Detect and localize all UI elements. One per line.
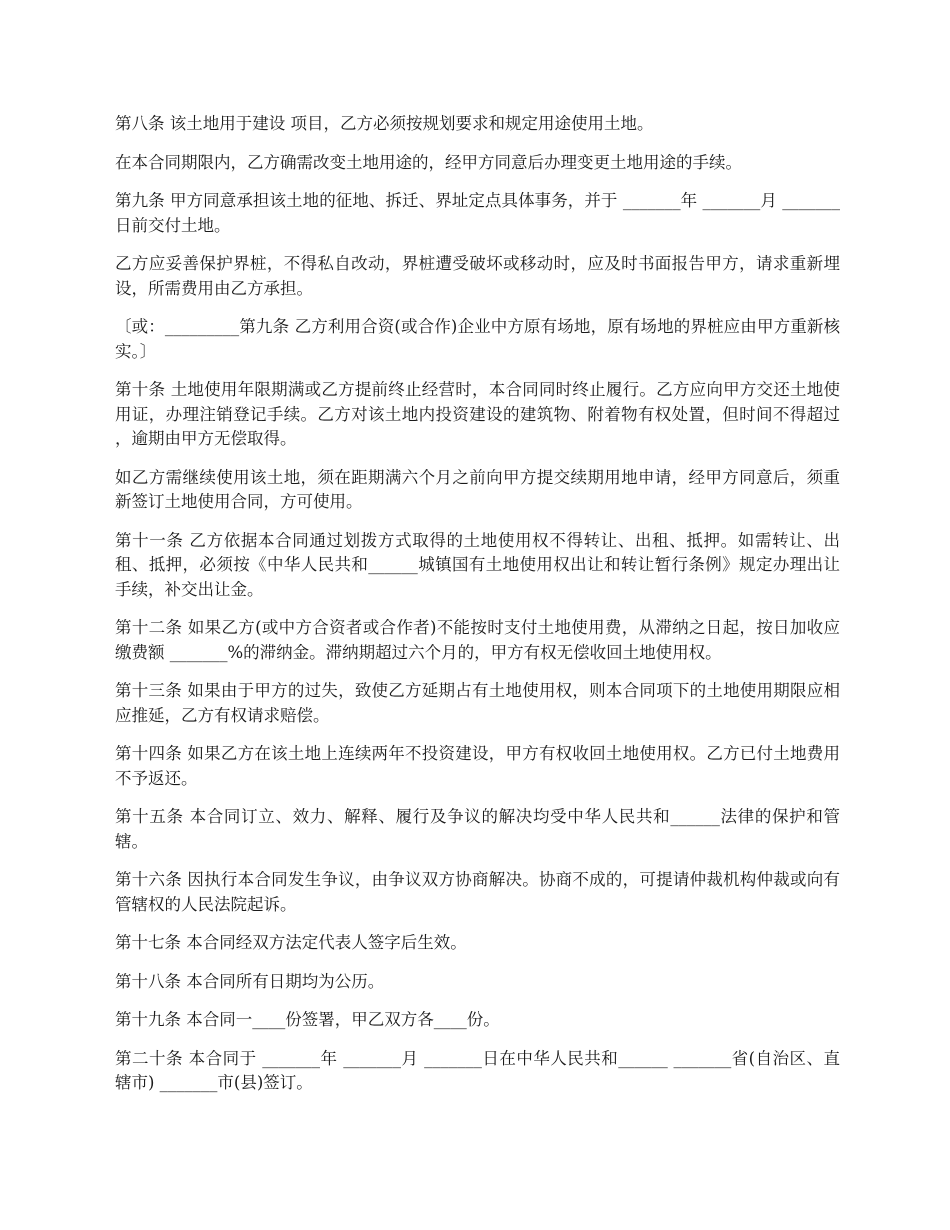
article-20: 第二十条 本合同于 _______年 _______月 _______日在中华人民共和______ _______省(自治区、直辖市) _______市(县)签订。: [115, 1048, 840, 1092]
article-8: 第八条 该土地用于建设 项目，乙方必须按规划要求和规定用途使用土地。: [115, 114, 654, 133]
article-9-alternative: 〔或：_________第九条 乙方利用合资(或合作)企业中方原有场地，原有场地的界桩应由甲方重新核实。〕: [115, 317, 840, 361]
article-18: 第十八条 本合同所有日期均为公历。: [115, 971, 385, 991]
article-12: 第十二条 如果乙方(或中方合资者或合作者)不能按时支付土地使用费，从滞纳之日起，按日加收应缴费额 _______%的滞纳金。滞纳期超过六个月的，甲方有权无偿收回土地使用权。: [115, 618, 840, 662]
article-13: 第十三条 如果由于甲方的过失，致使乙方延期占有土地使用权，则本合同项下的土地使用期限应相应推延，乙方有权请求赔偿。: [115, 681, 840, 725]
article-10: 第十条 土地使用年限期满或乙方提前终止经营时，本合同同时终止履行。乙方应向甲方交还土地使用证，办理注销登记手续。乙方对该土地内投资建设的建筑物、附着物有权处置，但时间不得超过 ，逾期由甲方无偿取得。: [115, 380, 846, 448]
article-16: 第十六条 因执行本合同发生争议，由争议双方协商解决。协商不成的，可提请仲裁机构仲裁或向有管辖权的人民法院起诉。: [115, 870, 840, 914]
article-19: 第十九条 本合同一____份签署，甲乙双方各____份。: [115, 1010, 500, 1029]
document-page: [115, 112, 846, 1110]
article-11: 第十一条 乙方依据本合同通过划拨方式取得的土地使用权不得转让、出租、抵押。如需转让、出租、抵押，必须按《中华人民共和______城镇国有土地使用权出让和转让暂行条例》规定办理出让手续，补交出让金。: [115, 530, 840, 599]
article-9: 第九条 甲方同意承担该土地的征地、拆迁、界址定点具体事务，并于 _______年 _______月 _______日前交付土地。: [115, 191, 840, 235]
article-15: 第十五条 本合同订立、效力、解释、履行及争议的解决均受中华人民共和______法律的保护和管辖。: [115, 807, 840, 851]
article-17: 第十七条 本合同经双方法定代表人签字后生效。: [115, 933, 467, 952]
article-8-land-use-change: 在本合同期限内，乙方确需改变土地用途的，经甲方同意后办理变更土地用途的手续。: [115, 152, 742, 172]
article-10-renewal: 如乙方需继续使用该土地，须在距期满六个月之前向甲方提交续期用地申请，经甲方同意后，须重新签订土地使用合同，方可使用。: [115, 467, 840, 511]
article-9-boundary-markers: 乙方应妥善保护界桩，不得私自改动，界桩遭受破坏或移动时，应及时书面报告甲方，请求重新埋设，所需费用由乙方承担。: [115, 254, 840, 298]
article-14: 第十四条 如果乙方在该土地上连续两年不投资建设，甲方有权收回土地使用权。乙方已付土地费用不予返还。: [115, 744, 840, 788]
